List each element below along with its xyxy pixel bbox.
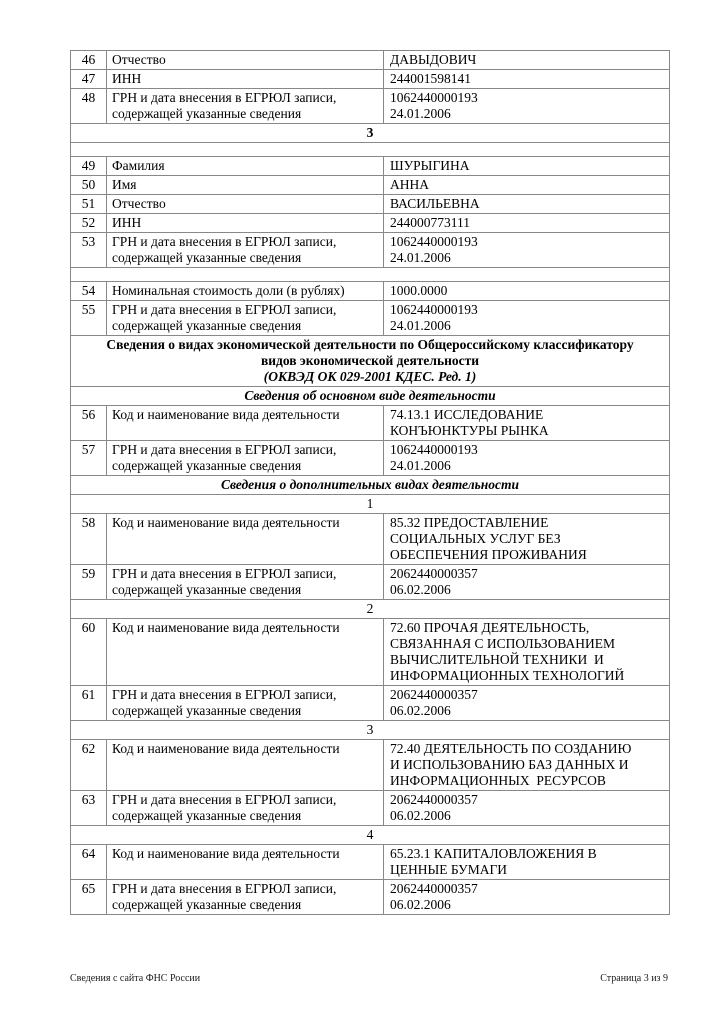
spacer-row xyxy=(71,142,669,156)
text-line: Номинальная стоимость доли (в рублях) xyxy=(112,283,345,298)
row-number-cell xyxy=(71,51,107,69)
text-line: 65.23.1 КАПИТАЛОВЛОЖЕНИЯ В xyxy=(390,846,597,861)
text-line: Код и наименование вида деятельности xyxy=(112,515,340,530)
spacer-row xyxy=(71,267,669,281)
footer-source-note: Сведения с сайта ФНС России xyxy=(70,973,201,984)
text-line: 3 xyxy=(366,125,374,140)
row-number-cell xyxy=(71,740,107,790)
row-label-cell xyxy=(107,176,384,194)
text-line: 65 xyxy=(81,881,96,896)
row-label-cell xyxy=(107,686,384,720)
row-label-cell xyxy=(107,233,384,267)
row-label-cell xyxy=(107,406,384,440)
row-label-cell xyxy=(107,301,384,335)
table-row xyxy=(71,440,669,475)
text-line: 3 xyxy=(366,722,374,737)
text-line: 58 xyxy=(81,515,96,530)
row-number-cell xyxy=(71,176,107,194)
text-line: ГРН и дата внесения в ЕГРЮЛ записи, xyxy=(112,90,337,105)
text-line: 2 xyxy=(366,601,374,616)
table-row xyxy=(71,88,669,123)
row-value-cell xyxy=(384,406,669,440)
row-value-cell xyxy=(384,441,669,475)
page-footer xyxy=(70,973,668,985)
table-row xyxy=(71,564,669,599)
text-line: Отчество xyxy=(112,52,166,67)
row-number-cell xyxy=(71,791,107,825)
text-line: КОНЪЮНКТУРЫ РЫНКА xyxy=(390,423,549,438)
table-row xyxy=(71,194,669,213)
section-header-row xyxy=(71,335,669,386)
text-line: АННА xyxy=(390,177,429,192)
text-line: Код и наименование вида деятельности xyxy=(112,407,340,422)
text-line: 61 xyxy=(81,687,96,702)
text-line: ИНФОРМАЦИОННЫХ ТЕХНОЛОГИЙ xyxy=(390,668,625,683)
row-value-cell xyxy=(384,282,669,300)
section-header-row xyxy=(71,475,669,494)
text-line: Сведения об основном виде деятельности xyxy=(244,388,496,403)
text-line: 49 xyxy=(81,158,96,173)
section-header-row xyxy=(71,720,669,739)
text-line: 54 xyxy=(81,283,96,298)
text-line: 1062440000193 xyxy=(390,442,478,457)
row-value-cell xyxy=(384,880,669,914)
text-line: 24.01.2006 xyxy=(390,106,451,121)
row-value-cell xyxy=(384,157,669,175)
text-line: 24.01.2006 xyxy=(390,318,451,333)
text-line: ГРН и дата внесения в ЕГРЮЛ записи, xyxy=(112,687,337,702)
row-number-cell xyxy=(71,619,107,685)
table-row xyxy=(71,175,669,194)
row-label-cell xyxy=(107,51,384,69)
row-label-cell xyxy=(107,845,384,879)
text-line: 50 xyxy=(81,177,96,192)
text-line: видов экономической деятельности xyxy=(260,353,480,368)
text-line: Фамилия xyxy=(112,158,165,173)
text-line: Сведения о видах экономической деятельности по Общероссийскому классификатору xyxy=(106,337,634,352)
text-line: Сведения о дополнительных видах деятельности xyxy=(220,477,520,492)
text-line: содержащей указанные сведения xyxy=(112,458,302,473)
text-line: 48 xyxy=(81,90,96,105)
text-line: ГРН и дата внесения в ЕГРЮЛ записи, xyxy=(112,302,337,317)
text-line: 64 xyxy=(81,846,96,861)
text-line: ГРН и дата внесения в ЕГРЮЛ записи, xyxy=(112,234,337,249)
row-number-cell xyxy=(71,214,107,232)
text-line: 63 xyxy=(81,792,96,807)
text-line: ВЫЧИСЛИТЕЛЬНОЙ ТЕХНИКИ И xyxy=(390,652,604,667)
row-label-cell xyxy=(107,157,384,175)
section-header-row xyxy=(71,123,669,142)
row-number-cell xyxy=(71,441,107,475)
text-line: ЦЕННЫЕ БУМАГИ xyxy=(390,862,508,877)
text-line: ДАВЫДОВИЧ xyxy=(390,52,477,67)
row-label-cell xyxy=(107,514,384,564)
row-number-cell xyxy=(71,195,107,213)
text-line: ИНН xyxy=(112,71,142,86)
row-value-cell xyxy=(384,89,669,123)
text-line: ШУРЫГИНА xyxy=(390,158,470,173)
row-label-cell xyxy=(107,791,384,825)
text-line: 1062440000193 xyxy=(390,90,478,105)
row-value-cell xyxy=(384,176,669,194)
row-number-cell xyxy=(71,514,107,564)
text-line: содержащей указанные сведения xyxy=(112,897,302,912)
row-number-cell xyxy=(71,301,107,335)
egrul-table xyxy=(70,50,670,915)
row-value-cell xyxy=(384,233,669,267)
text-line: 244000773111 xyxy=(390,215,470,230)
text-line: содержащей указанные сведения xyxy=(112,318,302,333)
text-line: ГРН и дата внесения в ЕГРЮЛ записи, xyxy=(112,566,337,581)
text-line: 57 xyxy=(81,442,96,457)
text-line: 4 xyxy=(366,827,374,842)
table-row xyxy=(71,156,669,175)
row-label-cell xyxy=(107,195,384,213)
row-number-cell xyxy=(71,406,107,440)
table-row xyxy=(71,281,669,300)
row-label-cell xyxy=(107,740,384,790)
text-line: 1062440000193 xyxy=(390,234,478,249)
text-line: 24.01.2006 xyxy=(390,250,451,265)
table-row xyxy=(71,739,669,790)
row-number-cell xyxy=(71,89,107,123)
text-line: содержащей указанные сведения xyxy=(112,106,302,121)
section-header-row xyxy=(71,825,669,844)
text-line: 24.01.2006 xyxy=(390,458,451,473)
text-line: ИНН xyxy=(112,215,142,230)
text-line: Код и наименование вида деятельности xyxy=(112,620,340,635)
row-label-cell xyxy=(107,89,384,123)
table-row xyxy=(71,51,669,69)
row-label-cell xyxy=(107,880,384,914)
text-line: 46 xyxy=(81,52,96,67)
table-row xyxy=(71,844,669,879)
row-number-cell xyxy=(71,845,107,879)
table-row xyxy=(71,213,669,232)
table-row xyxy=(71,879,669,914)
text-line: ГРН и дата внесения в ЕГРЮЛ записи, xyxy=(112,881,337,896)
text-line: 1000.0000 xyxy=(390,283,448,298)
text-line: 2062440000357 xyxy=(390,687,478,702)
row-number-cell xyxy=(71,282,107,300)
text-line: 06.02.2006 xyxy=(390,808,451,823)
table-row xyxy=(71,790,669,825)
table-row xyxy=(71,232,669,267)
text-line: ОБЕСПЕЧЕНИЯ ПРОЖИВАНИЯ xyxy=(390,547,587,562)
section-header-row xyxy=(71,494,669,513)
text-line: 53 xyxy=(81,234,96,249)
text-line: 55 xyxy=(81,302,96,317)
text-line: 2062440000357 xyxy=(390,566,478,581)
row-value-cell xyxy=(384,619,669,685)
row-label-cell xyxy=(107,70,384,88)
row-value-cell xyxy=(384,514,669,564)
row-label-cell xyxy=(107,619,384,685)
table-row xyxy=(71,300,669,335)
text-line: Отчество xyxy=(112,196,166,211)
text-line: 85.32 ПРЕДОСТАВЛЕНИЕ xyxy=(390,515,549,530)
row-label-cell xyxy=(107,214,384,232)
text-line: 60 xyxy=(81,620,96,635)
text-line: ВАСИЛЬЕВНА xyxy=(390,196,480,211)
row-number-cell xyxy=(71,157,107,175)
text-line: Код и наименование вида деятельности xyxy=(112,846,340,861)
text-line: 51 xyxy=(81,196,96,211)
text-line: СВЯЗАННАЯ С ИСПОЛЬЗОВАНИЕМ xyxy=(390,636,615,651)
text-line: 1 xyxy=(366,496,374,511)
table-row xyxy=(71,513,669,564)
text-line: 59 xyxy=(81,566,96,581)
row-value-cell xyxy=(384,686,669,720)
row-number-cell xyxy=(71,70,107,88)
row-label-cell xyxy=(107,565,384,599)
text-line: содержащей указанные сведения xyxy=(112,703,302,718)
text-line: ГРН и дата внесения в ЕГРЮЛ записи, xyxy=(112,792,337,807)
text-line: (ОКВЭД ОК 029-2001 КДЕС. Ред. 1) xyxy=(263,369,477,384)
text-line: 06.02.2006 xyxy=(390,582,451,597)
text-line: содержащей указанные сведения xyxy=(112,250,302,265)
text-line: 06.02.2006 xyxy=(390,897,451,912)
footer-page-number: Страница 3 из 9 xyxy=(600,973,668,984)
row-number-cell xyxy=(71,565,107,599)
table-row xyxy=(71,69,669,88)
row-value-cell xyxy=(384,301,669,335)
text-line: И ИСПОЛЬЗОВАНИЮ БАЗ ДАННЫХ И xyxy=(390,757,629,772)
row-value-cell xyxy=(384,845,669,879)
text-line: Имя xyxy=(112,177,137,192)
row-number-cell xyxy=(71,233,107,267)
text-line: содержащей указанные сведения xyxy=(112,808,302,823)
text-line: 2062440000357 xyxy=(390,792,478,807)
text-line: 72.40 ДЕЯТЕЛЬНОСТЬ ПО СОЗДАНИЮ xyxy=(390,741,632,756)
section-header-row xyxy=(71,386,669,405)
text-line: СОЦИАЛЬНЫХ УСЛУГ БЕЗ xyxy=(390,531,561,546)
row-value-cell xyxy=(384,214,669,232)
row-number-cell xyxy=(71,880,107,914)
text-line: ГРН и дата внесения в ЕГРЮЛ записи, xyxy=(112,442,337,457)
text-line: 2062440000357 xyxy=(390,881,478,896)
text-line: Код и наименование вида деятельности xyxy=(112,741,340,756)
text-line: 62 xyxy=(81,741,96,756)
text-line: 244001598141 xyxy=(390,71,471,86)
section-header-row xyxy=(71,599,669,618)
table-row xyxy=(71,618,669,685)
text-line: содержащей указанные сведения xyxy=(112,582,302,597)
text-line: 74.13.1 ИССЛЕДОВАНИЕ xyxy=(390,407,544,422)
row-label-cell xyxy=(107,282,384,300)
row-label-cell xyxy=(107,441,384,475)
text-line: 72.60 ПРОЧАЯ ДЕЯТЕЛЬНОСТЬ, xyxy=(390,620,590,635)
row-value-cell xyxy=(384,791,669,825)
table-row xyxy=(71,405,669,440)
text-line: 52 xyxy=(81,215,96,230)
text-line: 56 xyxy=(81,407,96,422)
text-line: ИНФОРМАЦИОННЫХ РЕСУРСОВ xyxy=(390,773,606,788)
row-number-cell xyxy=(71,686,107,720)
row-value-cell xyxy=(384,51,669,69)
text-line: 06.02.2006 xyxy=(390,703,451,718)
table-row xyxy=(71,685,669,720)
row-value-cell xyxy=(384,565,669,599)
row-value-cell xyxy=(384,740,669,790)
row-value-cell xyxy=(384,195,669,213)
row-value-cell xyxy=(384,70,669,88)
text-line: 47 xyxy=(81,71,96,86)
text-line: 1062440000193 xyxy=(390,302,478,317)
